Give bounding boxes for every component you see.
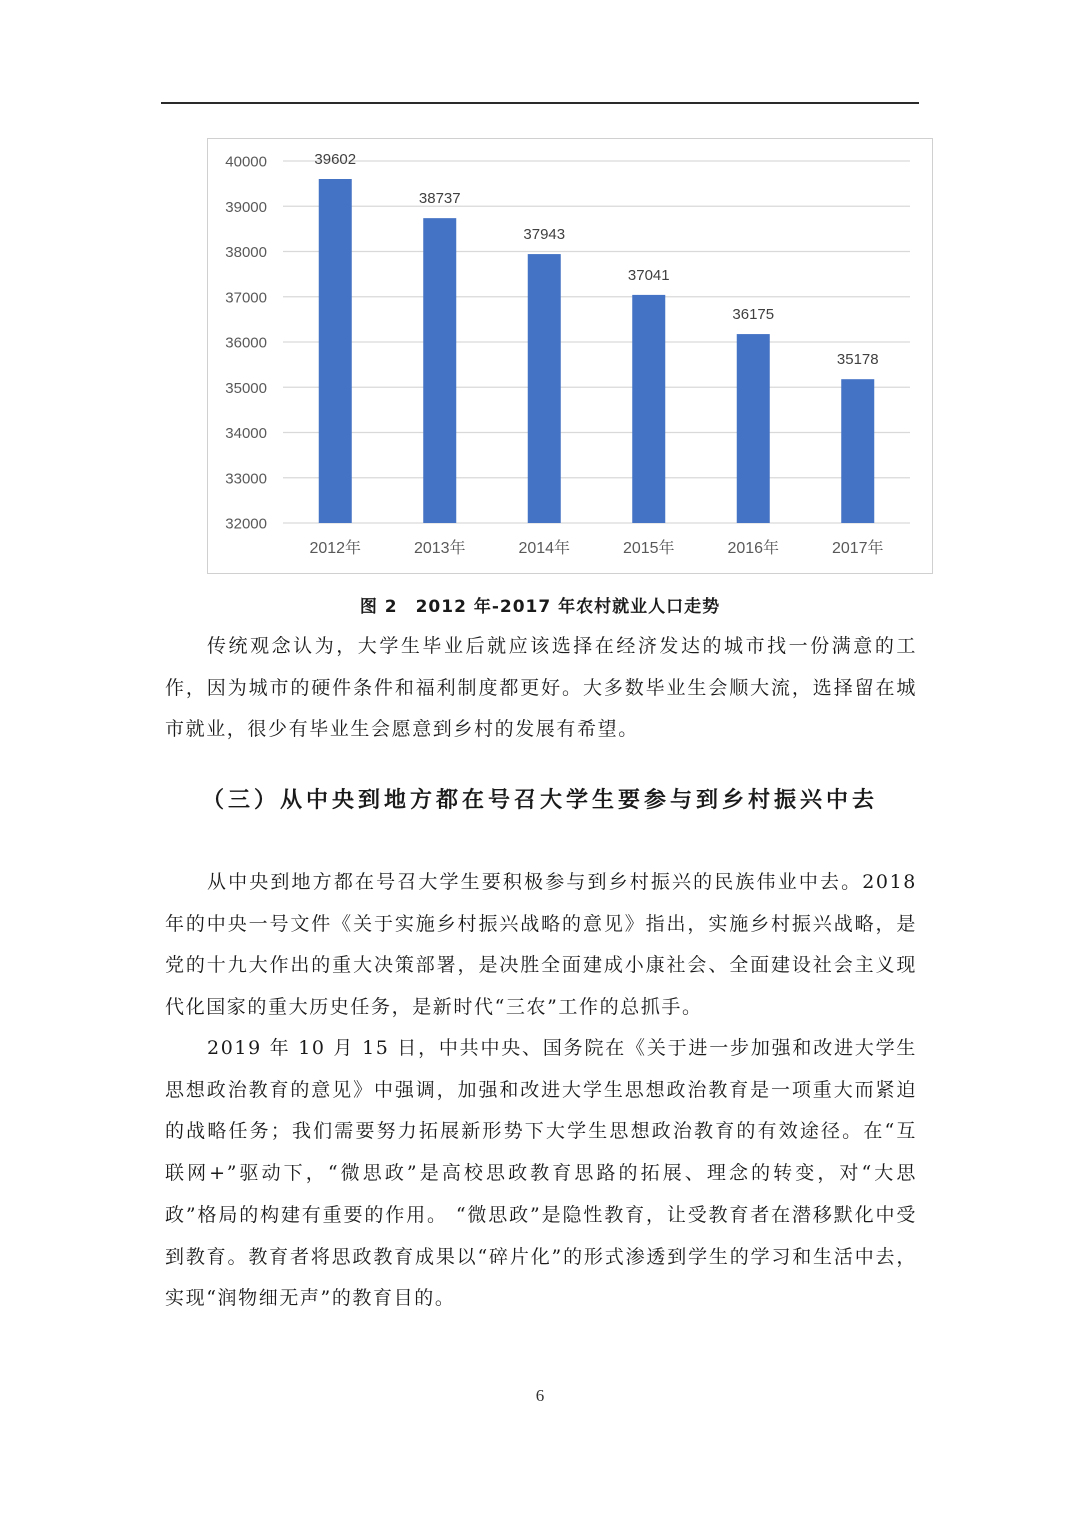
x-tick-label: 2012年: [309, 540, 362, 557]
figure-caption: 图 2 2012 年-2017 年农村就业人口走势: [359, 597, 721, 617]
y-tick-label: 38000: [225, 244, 267, 261]
data-label: 39602: [314, 151, 357, 169]
bar-chart: [0, 0, 1080, 600]
page-number: 6: [535, 1386, 545, 1405]
y-tick-label: 34000: [225, 425, 267, 442]
data-label: 35178: [836, 351, 879, 369]
paragraph-central-call: 从中央到地方都在号召大学生要积极参与到乡村振兴的民族伟业中去。2018 年的中央一号文件《关于实施乡村振兴战略的意见》指出，实施乡村振兴战略，是党的十九大作出的重大决策部署，是决胜全面建成小康社会、全面建设社会主义现代化国家的重大历史任务，是新时代“三农”工作的总抓手。: [165, 871, 917, 1019]
bar: [737, 334, 770, 523]
data-label: 37943: [523, 226, 566, 244]
y-tick-label: 32000: [225, 515, 267, 533]
y-tick-label: 36000: [225, 334, 267, 352]
bar: [319, 179, 352, 523]
bar: [423, 218, 456, 523]
x-tick-label: 2017年: [831, 540, 884, 557]
y-tick-label: 37000: [225, 289, 267, 307]
y-tick-label: 33000: [225, 470, 267, 488]
paragraph-micro-politics: 2019 年 10 月 15 日，中共中央、国务院在《关于进一步加强和改进大学生思想政治教育的意见》中强调，加强和改进大学生思想政治教育是一项重大而紧迫的战略任务；我们需要努力拓展新形势下大学生思想政治教育的有效途径。在“互联网+”驱动下，“微思政”是高校思政教育思路的拓展、理念的转变，对“大思政”格局的构建有重要的作用。 “微思政”是隐性教育，让受教育者在潜移默化中受到教育。教育者将思政教育成果以“碎片化”的形式渗透到学生的学习和生活中去，实现“润物细无声”的教育目的。: [165, 1037, 917, 1310]
y-tick-label: 39000: [225, 198, 267, 216]
x-tick-label: 2014年: [518, 540, 571, 557]
bar: [528, 254, 561, 523]
bar: [841, 379, 874, 523]
y-tick-label: 40000: [225, 153, 267, 171]
section-heading: （三）从中央到地方都在号召大学生要参与到乡村振兴中去: [201, 788, 878, 813]
data-label: 37041: [627, 266, 670, 284]
paragraph-traditional-view: 传统观念认为，大学生毕业后就应该选择在经济发达的城市找一份满意的工作，因为城市的硬件条件和福利制度都更好。大多数毕业生会顺大流，选择留在城市就业，很少有毕业生会愿意到乡村的发展有希望。: [165, 635, 917, 741]
x-tick-label: 2013年: [413, 540, 466, 557]
bar: [632, 295, 665, 523]
x-tick-label: 2016年: [727, 540, 780, 557]
y-tick-label: 35000: [225, 379, 267, 397]
x-tick-label: 2015年: [622, 540, 675, 557]
data-label: 38737: [418, 190, 461, 208]
data-label: 36175: [732, 306, 775, 324]
